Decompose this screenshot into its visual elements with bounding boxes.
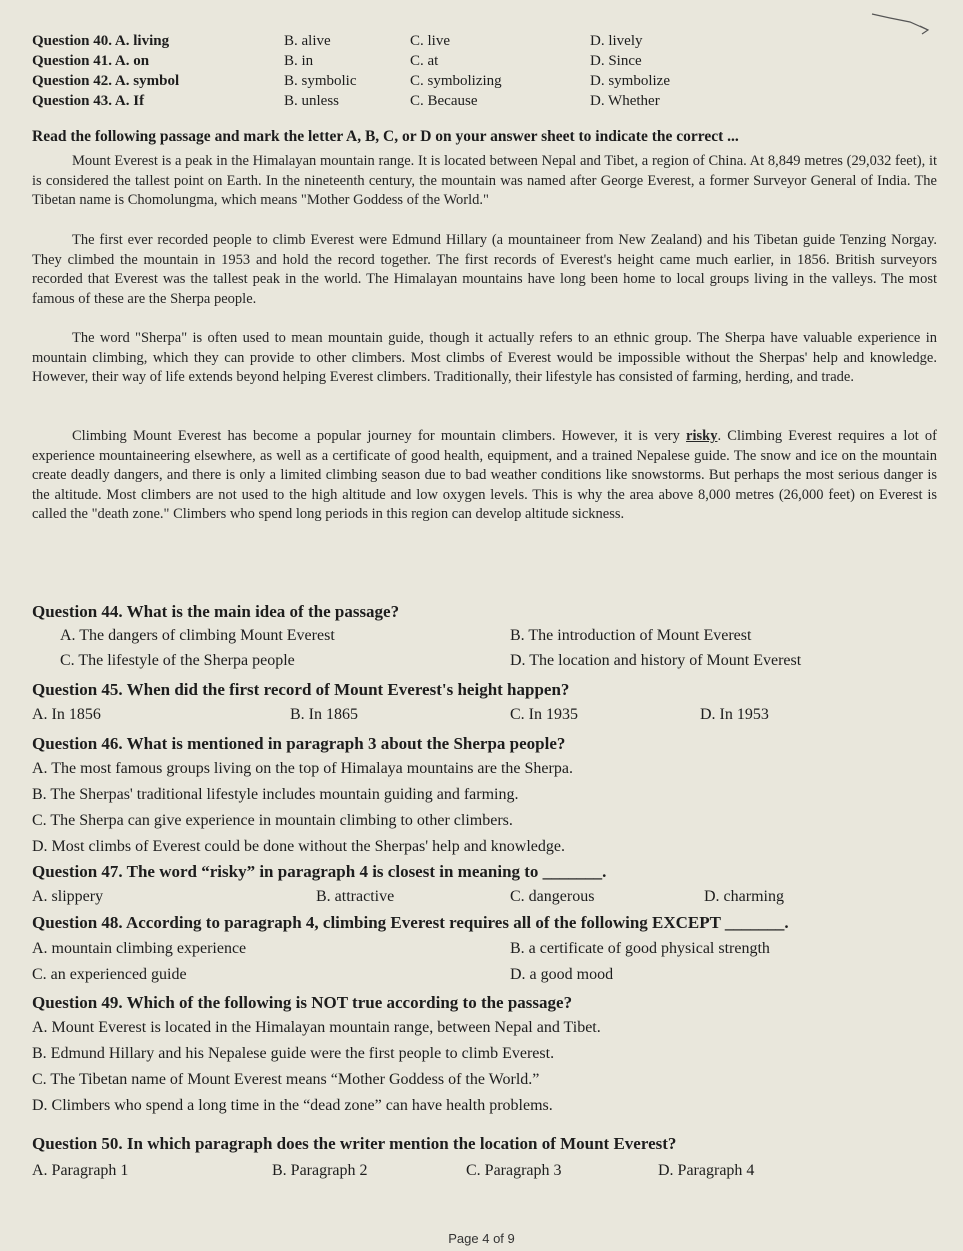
question-40-label: Question 40. A. living [32,33,170,49]
question-46-text: Question 46. What is mentioned in paragraph 3 about the Sherpa people? [32,734,566,753]
question-45-option-c[interactable]: C. In 1935 [510,706,578,723]
passage-paragraph-4 [32,427,937,525]
question-44-option-b[interactable]: B. The introduction of Mount Everest [510,627,752,644]
question-45-option-b[interactable]: B. In 1865 [290,706,358,723]
question-45-option-d[interactable]: D. In 1953 [700,706,769,723]
passage-p4-before: Climbing Mount Everest has become a popular journey for mountain climbers. However, it is very [72,428,687,444]
question-50-option-a[interactable]: A. Paragraph 1 [32,1162,129,1179]
question-42-option-b: B. symbolic [284,73,357,89]
question-43-label: Question 43. A. If [32,93,145,109]
question-50-option-c[interactable]: C. Paragraph 3 [466,1162,562,1179]
passage-paragraph-1: Mount Everest is a peak in the Himalayan mountain range. It is located between Nepal and Tibet, a region of China. At 8,849 metres (29,032 feet), it is considered the tallest point on Earth. In the nineteenth century, the mountain was named after George Everest, a former Surveyor General of India. The Tibetan name is Chomolungma, which means "Mother Goddess of the World." [32,153,937,209]
question-49-option-c[interactable]: C. The Tibetan name of Mount Everest means “Mother Goddess of the World.” [32,1071,540,1088]
question-43-option-b: B. unless [284,93,340,109]
question-49-option-b[interactable]: B. Edmund Hillary and his Nepalese guide were the first people to climb Everest. [32,1045,555,1062]
question-47-text: Question 47. The word “risky” in paragraph 4 is closest in meaning to _______. [32,862,607,881]
passage-p4-after: . Climbing Everest requires a lot of experience mountaineering elsewhere, as well as a certificate of good health, equipment, and a trained Nepalese guide. The snow and ice on the mountain create deadly dangers, and there is only a limited climbing season due to bad weather conditions like snowstorms. But perhaps the most serious danger is the altitude. Most climbers are not used to the high altitude and low oxygen levels. This is why the area above 8,000 metres (26,000 feet) on Everest is called the "death zone." Climbers who spend long periods in this region can develop altitude sickness. [32,428,937,523]
question-41-option-d: D. Since [590,53,642,69]
page-corner-mark [870,8,940,38]
question-41-option-c: C. at [410,53,439,69]
question-47-option-c[interactable]: C. dangerous [510,888,595,905]
question-42-option-d: D. symbolize [590,73,670,89]
question-41-option-b: B. in [284,53,314,69]
reading-instruction: Read the following passage and mark the letter A, B, C, or D on your answer sheet to indicate the correct ... [32,128,739,145]
question-50-option-d[interactable]: D. Paragraph 4 [658,1162,755,1179]
question-44-option-d[interactable]: D. The location and history of Mount Everest [510,652,802,669]
question-47-option-b[interactable]: B. attractive [316,888,395,905]
question-40-option-c: C. live [410,33,450,49]
question-44-option-a[interactable]: A. The dangers of climbing Mount Everest [60,627,335,644]
passage-paragraph-3: The word "Sherpa" is often used to mean mountain guide, though it actually refers to an ethnic group. The Sherpa have valuable experience in mountain climbing, which they can provide to other climbers. Most climbs of Everest would be impossible without the Sherpas' help and knowledge. However, their way of life extends beyond helping Everest climbers. Traditionally, their lifestyle has consisted of farming, herding, and trade. [32,330,937,386]
question-44-text: Question 44. What is the main idea of the passage? [32,602,400,621]
question-42-option-c: C. symbolizing [410,73,502,89]
question-50-text: Question 50. In which paragraph does the writer mention the location of Mount Everest? [32,1134,677,1153]
question-48-option-b[interactable]: B. a certificate of good physical strength [510,940,770,957]
question-46-option-a[interactable]: A. The most famous groups living on the top of Himalaya mountains are the Sherpa. [32,760,573,777]
question-48-option-d[interactable]: D. a good mood [510,966,614,983]
question-48-option-a[interactable]: A. mountain climbing experience [32,940,247,957]
page-number: Page 4 of 9 [448,1231,515,1246]
question-47-option-d[interactable]: D. charming [704,888,784,905]
question-40-option-d: D. lively [590,33,643,49]
risky-word: risky [686,428,718,444]
question-45-option-a[interactable]: A. In 1856 [32,706,101,723]
question-49-option-d[interactable]: D. Climbers who spend a long time in the “dead zone” can have health problems. [32,1097,553,1114]
question-44-option-c[interactable]: C. The lifestyle of the Sherpa people [60,652,295,669]
question-43-option-c: C. Because [410,93,478,109]
passage-paragraph-2: The first ever recorded people to climb Everest were Edmund Hillary (a mountaineer from New Zealand) and his Tibetan guide Tenzing Norgay. They climbed the mountain in 1953 and hold the record together. The first records of Everest's height came much earlier, in 1856. British surveyors recorded that Everest was the tallest peak in the world. The Himalayan mountains have long been home to local groups living in the valleys. The most famous of these are the Sherpa people. [32,232,937,307]
question-49-text: Question 49. Which of the following is NOT true according to the passage? [32,993,573,1012]
question-49-option-a[interactable]: A. Mount Everest is located in the Himalayan mountain range, between Nepal and Tibet. [32,1019,601,1036]
question-48-option-c[interactable]: C. an experienced guide [32,966,187,983]
question-47-option-a[interactable]: A. slippery [32,888,104,905]
question-41-label: Question 41. A. on [32,53,150,69]
question-50-option-b[interactable]: B. Paragraph 2 [272,1162,368,1179]
question-42-label: Question 42. A. symbol [32,73,180,89]
question-43-option-d: D. Whether [590,93,660,109]
question-46-option-c[interactable]: C. The Sherpa can give experience in mountain climbing to other climbers. [32,812,513,829]
question-40-option-b: B. alive [284,33,331,49]
question-46-option-d[interactable]: D. Most climbs of Everest could be done without the Sherpas' help and knowledge. [32,838,565,855]
question-48-text: Question 48. According to paragraph 4, climbing Everest requires all of the following EXCEPT _______. [32,913,789,932]
question-45-text: Question 45. When did the first record of Mount Everest's height happen? [32,680,570,699]
question-46-option-b[interactable]: B. The Sherpas' traditional lifestyle includes mountain guiding and farming. [32,786,519,803]
